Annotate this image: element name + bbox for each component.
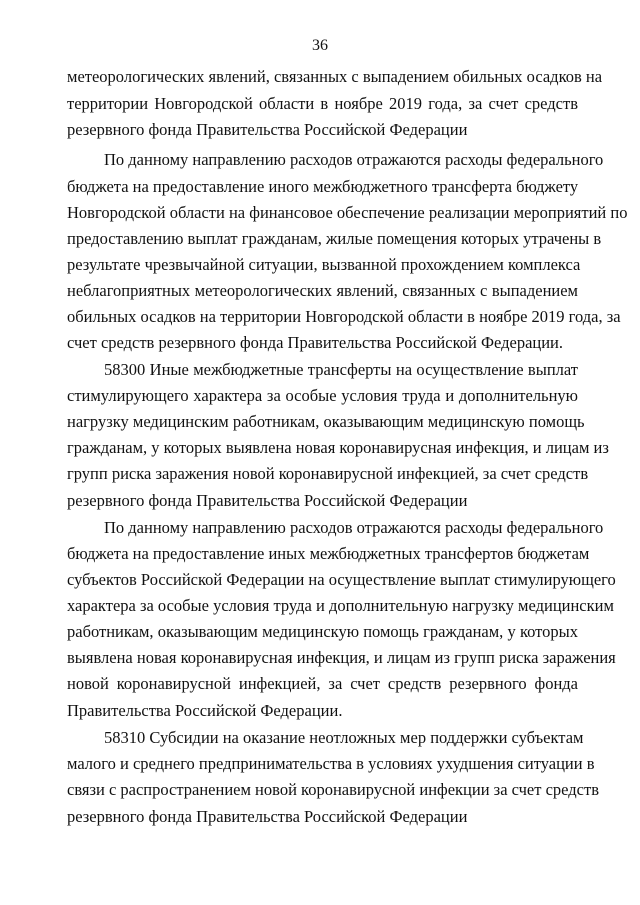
text-line: По данному направлению расходов отражаются расходы федерального [104, 518, 604, 537]
text-line: счет средств резервного фонда Правительства Российской Федерации. [67, 333, 564, 352]
text-line: бюджета на предоставление иного межбюджетного трансферта бюджету [67, 177, 579, 196]
text-line: Новгородской области на финансовое обеспечение реализации мероприятий по [67, 203, 628, 222]
text-line: метеорологических явлений, связанных с выпадением обильных осадков на [67, 67, 603, 86]
text-line: неблагоприятных метеорологических явлений, связанных с выпадением [67, 281, 578, 300]
text-line: гражданам, у которых выявлена новая коронавирусная инфекция, и лицам из [67, 438, 609, 457]
text-line: По данному направлению расходов отражаются расходы федерального [104, 150, 604, 169]
text-line: связи с распространением новой коронавирусной инфекции за счет средств [67, 780, 599, 799]
text-line: выявлена новая коронавирусная инфекция, и лицам из групп риска заражения [67, 648, 616, 667]
text-line: резервного фонда Правительства Российской Федерации [67, 807, 468, 826]
text-line: резервного фонда Правительства Российской Федерации [67, 491, 468, 510]
text-line: субъектов Российской Федерации на осуществление выплат стимулирующего [67, 570, 616, 589]
text-line: резервного фонда Правительства Российской Федерации [67, 120, 468, 139]
text-line: стимулирующего характера за особые условия труда и дополнительную [67, 386, 578, 405]
text-line: работникам, оказывающим медицинскую помощь гражданам, у которых [67, 622, 578, 641]
text-line: Правительства Российской Федерации. [67, 701, 343, 720]
text-line: нагрузку медицинским работникам, оказывающим медицинскую помощь [67, 412, 585, 431]
text-line: новой коронавирусной инфекцией, за счет средств резервного фонда [67, 674, 578, 693]
text-line: результате чрезвычайной ситуации, вызванной прохождением комплекса [67, 255, 581, 274]
text-line: предоставлению выплат гражданам, жилые помещения которых утрачены в [67, 229, 602, 248]
text-line: групп риска заражения новой коронавирусной инфекцией, за счет средств [67, 464, 589, 483]
text-line: 58310 Субсидии на оказание неотложных мер поддержки субъектам [104, 728, 584, 747]
text-line: территории Новгородской области в ноябре 2019 года, за счет средств [67, 94, 578, 113]
text-line: 58300 Иные межбюджетные трансферты на осуществление выплат [104, 360, 578, 379]
page-number: 36 [312, 37, 328, 54]
text-line: обильных осадков на территории Новгородской области в ноябре 2019 года, за [67, 307, 621, 326]
text-line: малого и среднего предпринимательства в условиях ухудшения ситуации в [67, 754, 595, 773]
text-line: характера за особые условия труда и дополнительную нагрузку медицинским [67, 596, 614, 615]
text-line: бюджета на предоставление иных межбюджетных трансфертов бюджетам [67, 544, 590, 563]
